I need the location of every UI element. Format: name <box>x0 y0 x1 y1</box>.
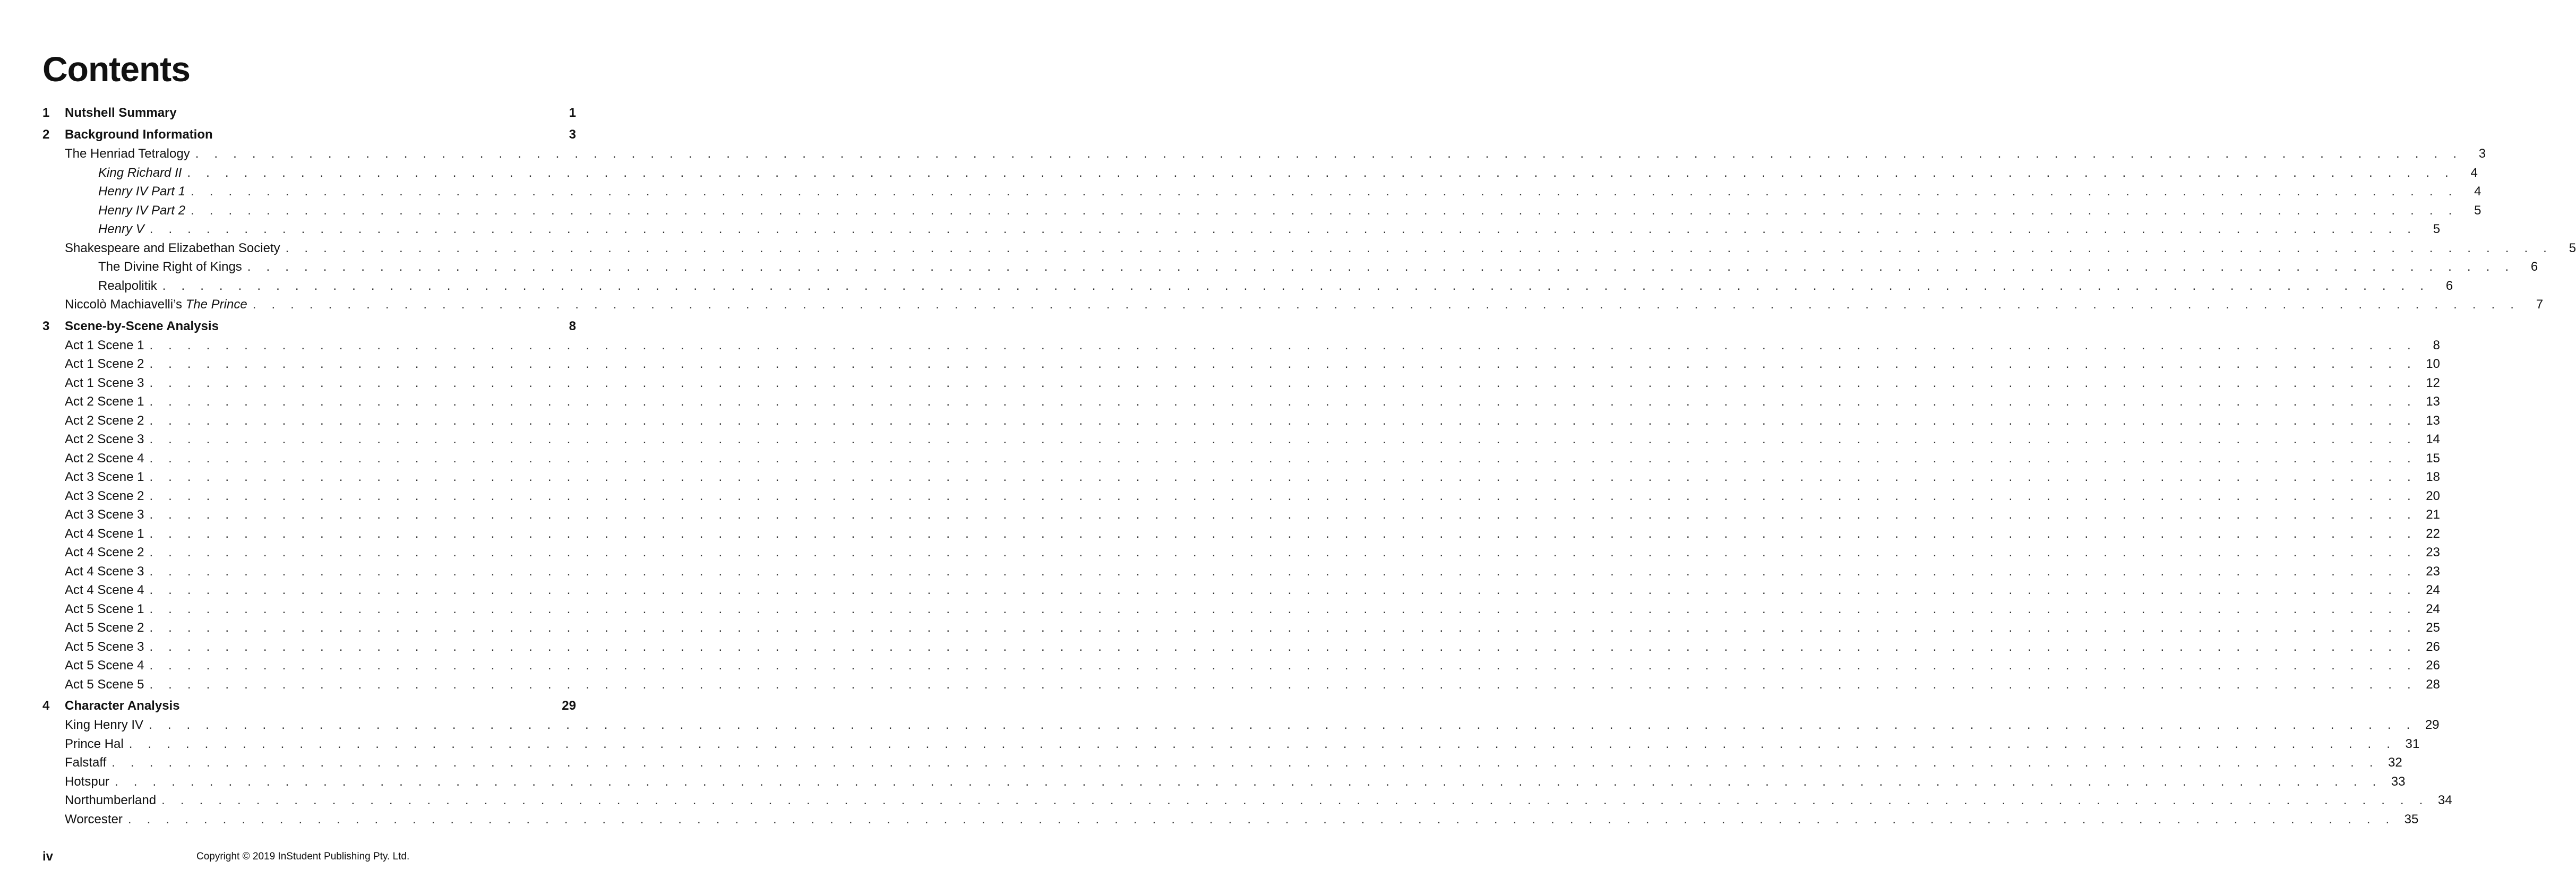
dot-leader: . . . . . . . . . . . . . . . . . . . . . . . . . . . . . . . . . . . . . . . . . . . . . . . . . . . . . . . . . . . . . . . . . . . . . . . . . . . . . . . . . . . . . . . . . . . . . . . . . . . . . . . . . . . . . . . . . . . . . . . . <box>162 278 2430 293</box>
toc-entry-label <box>42 505 144 524</box>
dot-leader: . . . . . . . . . . . . . . . . . . . . . . . . . . . . . . . . . . . . . . . . . . . . . . . . . . . . . . . . . . . . . . . . . . . . . . . . . . . . . . . . . . . . . . . . . . . . . . . . . . . . . . . . . . . . . . . . . . . . . . . . <box>149 601 2417 616</box>
dot-leader: . . . . . . . . . . . . . . . . . . . . . . . . . . . . . . . . . . . . . . . . . . . . . . . . . . . . . . . . . . . . . . . . . . . . . . . . . . . . . . . . . . . . . . . . . . . . . . . . . . . . . . . . . . . . . . . . . . . . . . . . <box>149 564 2417 579</box>
toc-entry <box>42 468 2440 487</box>
toc-entry-label <box>65 104 177 123</box>
toc-entry-label <box>42 638 144 657</box>
toc-entry-title: Prince Hal <box>65 736 124 751</box>
page-footer <box>42 849 576 865</box>
toc-entry-label <box>42 487 144 506</box>
toc-entry <box>42 163 2478 183</box>
toc-entry <box>42 600 2440 619</box>
toc-entry-title: Act 5 Scene 3 <box>65 639 144 654</box>
dot-leader: . . . . . . . . . . . . . . . . . . . . . . . . . . . . . . . . . . . . . . . . . . . . . . . . . . . . . . . . . . . . . . . . . . . . . . . . . . . . . . . . . . . . . . . . . . . . . . . . . . . . . . . . . . . . . . . . . . . . . . . . <box>149 470 2417 484</box>
toc-entry <box>42 220 2441 239</box>
toc-entry-title: Worcester <box>65 812 123 827</box>
toc-entry-label <box>42 735 124 754</box>
copyright-notice: Copyright © 2019 InStudent Publishing Pty. Ltd. <box>196 851 410 862</box>
toc-entry-title: Northumberland <box>65 793 157 807</box>
toc-entry <box>42 638 2440 657</box>
chapter-number: 1 <box>42 106 50 120</box>
page-number: 23 <box>2426 545 2440 559</box>
toc-entry <box>42 449 2440 468</box>
toc-entry <box>42 753 2402 772</box>
table-of-contents <box>42 104 2576 829</box>
toc-entry-title: Act 2 Scene 2 <box>65 413 144 428</box>
page-title: Contents <box>42 49 190 89</box>
dot-leader: . . . . . . . . . . . . . . . . . . . . . . . . . . . . . . . . . . . . . . . . . . . . . . . . . . . . . . . . . . . . . . . . . . . . . . . . . . . . . . . . . . . . . . . . . . . . . . . . . . . . . . . . . . . . . . . . . . . . . . . . <box>149 394 2417 409</box>
toc-entry-label <box>42 656 144 675</box>
page-number: 4 <box>2474 184 2481 199</box>
page-number: 12 <box>2426 375 2440 390</box>
toc-entry-label <box>42 144 190 163</box>
toc-entry <box>42 735 2420 754</box>
toc-entry-title: Act 3 Scene 1 <box>65 470 144 484</box>
toc-entry-title: Act 1 Scene 1 <box>65 338 144 352</box>
page-number: 13 <box>2426 394 2440 409</box>
toc-entry-label <box>42 295 247 314</box>
toc-entry-title: Act 2 Scene 1 <box>65 394 144 409</box>
dot-leader: . . . . . . . . . . . . . . . . . . . . . . . . . . . . . . . . . . . . . . . . . . . . . . . . . . . . . . . . . . . . . . . . . . . . . . . . . . . . . . . . . . . . . . . . . . . . . . . . . . . . . . . . . . . . . . . . . . . . . . . . <box>191 184 2458 199</box>
toc-entry <box>42 618 2440 638</box>
page-number: 33 <box>2391 774 2406 789</box>
toc-entry-title: Act 3 Scene 2 <box>65 488 144 503</box>
toc-entry <box>42 543 2440 562</box>
toc-entry-label <box>42 791 156 810</box>
page-number: 29 <box>562 699 576 713</box>
page-number: 10 <box>2426 357 2440 371</box>
toc-entry-label <box>65 696 180 716</box>
page-number: 25 <box>2426 621 2440 635</box>
page-folio: iv <box>42 849 54 864</box>
toc-entry <box>42 239 2576 258</box>
dot-leader: . . . . . . . . . . . . . . . . . . . . . . . . . . . . . . . . . . . . . . . . . . . . . . . . . . . . . . . . . . . . . . . . . . . . . . . . . . . . . . . . . . . . . . . . . . . . . . . . . . . . . . . . . . . . . . . . . . . . . . . . <box>128 736 2397 751</box>
toc-entry <box>42 355 2440 374</box>
toc-entry <box>42 505 2440 524</box>
toc-entry-label <box>42 772 109 791</box>
toc-entry-label <box>42 355 144 374</box>
toc-entry-title: Niccolò Machiavelli’s <box>65 297 186 312</box>
toc-entry <box>42 772 2406 791</box>
toc-entry <box>42 581 2440 600</box>
toc-entry-title: Act 1 Scene 3 <box>65 375 144 390</box>
toc-entry-label <box>42 163 182 183</box>
toc-entry <box>42 392 2440 411</box>
toc-entry-label <box>42 257 242 277</box>
toc-entry-title: King Richard II <box>98 165 182 180</box>
toc-chapter-entry <box>42 125 576 144</box>
toc-entry <box>42 257 2538 277</box>
dot-leader: . . . . . . . . . . . . . . . . . . . . . . . . . . . . . . . . . . . . . . . . . . . . . . . . . . . . . . . . . . . . . . . . . . . . . . . . . . . . . . . . . . . . . . . . . . . . . . . . . . . . . . . . . . . . . . . . . . . . . . . . <box>149 338 2417 352</box>
page-number: 3 <box>569 127 576 142</box>
toc-entry-title: Character Analysis <box>65 699 180 713</box>
toc-entry <box>42 430 2440 449</box>
toc-entry-label <box>42 562 144 581</box>
toc-entry <box>42 487 2440 506</box>
toc-entry <box>42 810 2419 829</box>
page-number: 15 <box>2426 451 2440 466</box>
page-number: 32 <box>2388 755 2402 770</box>
toc-entry-title: Henry IV Part 1 <box>98 184 186 199</box>
toc-entry-label <box>42 449 144 468</box>
dot-leader: . . . . . . . . . . . . . . . . . . . . . . . . . . . . . . . . . . . . . . . . . . . . . . . . . . . . . . . . . . . . . . . . . . . . . . . . . . . . . . . . . . . . . . . . . . . . . . . . . . . . . . . . . . . . . . . . . . . . . . . . <box>149 545 2417 559</box>
toc-entry-title: Act 5 Scene 5 <box>65 677 144 692</box>
chapter-number: 2 <box>42 127 50 142</box>
toc-entry-title: Act 3 Scene 3 <box>65 507 144 522</box>
dot-leader: . . . . . . . . . . . . . . . . . . . . . . . . . . . . . . . . . . . . . . . . . . . . . . . . . . . . . . . . . . . . . . . . . . . . . . . . . . . . . . . . . . . . . . . . . . . . . . . . . . . . . . . . . . . . . . . . . . . . . . . . <box>149 413 2417 428</box>
dot-leader: . . . . . . . . . . . . . . . . . . . . . . . . . . . . . . . . . . . . . . . . . . . . . . . . . . . . . . . . . . . . . . . . . . . . . . . . . . . . . . . . . . . . . . . . . . . . . . . . . . . . . . . . . . . . . . . . . . . . . . . . <box>247 260 2515 274</box>
toc-entry <box>42 144 2486 163</box>
toc-entry-label <box>42 618 144 638</box>
toc-entry-title: Act 5 Scene 1 <box>65 601 144 616</box>
toc-entry-title: Act 4 Scene 3 <box>65 564 144 579</box>
toc-entry-label <box>42 374 144 393</box>
page-number: 5 <box>2433 222 2441 236</box>
dot-leader: . . . . . . . . . . . . . . . . . . . . . . . . . . . . . . . . . . . . . . . . . . . . . . . . . . . . . . . . . . . . . . . . . . . . . . . . . . . . . . . . . . . . . . . . . . . . . . . . . . . . . . . . . . . . . . . . . . . . . . . . <box>149 621 2417 635</box>
toc-entry-label <box>42 753 106 772</box>
toc-entry-label <box>42 182 185 201</box>
page-number: 6 <box>2445 278 2453 293</box>
toc-entry <box>42 562 2440 581</box>
toc-entry-title: Act 2 Scene 3 <box>65 432 144 446</box>
dot-leader: . . . . . . . . . . . . . . . . . . . . . . . . . . . . . . . . . . . . . . . . . . . . . . . . . . . . . . . . . . . . . . . . . . . . . . . . . . . . . . . . . . . . . . . . . . . . . . . . . . . . . . . . . . . . . . . . . . . . . . . . <box>195 147 2463 161</box>
toc-entry-label <box>42 600 144 619</box>
page-number: 22 <box>2426 526 2440 541</box>
toc-entry-label <box>42 524 144 544</box>
toc-entry-title: Act 5 Scene 2 <box>65 621 144 635</box>
page-number: 4 <box>2470 165 2478 180</box>
toc-entry <box>42 791 2452 810</box>
toc-entry-title: Nutshell Summary <box>65 106 177 120</box>
toc-entry-title: Henry IV Part 2 <box>98 203 186 218</box>
dot-leader: . . . . . . . . . . . . . . . . . . . . . . . . . . . . . . . . . . . . . . . . . . . . . . . . . . . . . . . . . . . . . . . . . . . . . . . . . . . . . . . . . . . . . . . . . . . . . . . . . . . . . . . . . . . . . . . . . . . . . . . . <box>252 297 2520 312</box>
dot-leader: . . . . . . . . . . . . . . . . . . . . . . . . . . . . . . . . . . . . . . . . . . . . . . . . . . . . . . . . . . . . . . . . . . . . . . . . . . . . . . . . . . . . . . . . . . . . . . . . . . . . . . . . . . . . . . . . . . . . . . . . <box>187 165 2454 180</box>
dot-leader: . . . . . . . . . . . . . . . . . . . . . . . . . . . . . . . . . . . . . . . . . . . . . . . . . . . . . . . . . . . . . . . . . . . . . . . . . . . . . . . . . . . . . . . . . . . . . . . . . . . . . . . . . . . . . . . . . . . . . . . . <box>161 793 2429 807</box>
page-number: 7 <box>2536 297 2544 312</box>
toc-entry-title: Realpolitik <box>98 278 157 293</box>
toc-entry-label <box>42 392 144 411</box>
toc-entry-title: Shakespeare and Elizabethan Society <box>65 240 280 255</box>
page-number: 28 <box>2426 677 2440 692</box>
dot-leader: . . . . . . . . . . . . . . . . . . . . . . . . . . . . . . . . . . . . . . . . . . . . . . . . . . . . . . . . . . . . . . . . . . . . . . . . . . . . . . . . . . . . . . . . . . . . . . . . . . . . . . . . . . . . . . . . . . . . . . . . <box>149 677 2417 692</box>
toc-chapter-entry <box>42 696 576 716</box>
toc-entry <box>42 182 2481 201</box>
dot-leader: . . . . . . . . . . . . . . . . . . . . . . . . . . . . . . . . . . . . . . . . . . . . . . . . . . . . . . . . . . . . . . . . . . . . . . . . . . . . . . . . . . . . . . . . . . . . . . . . . . . . . . . . . . . . . . . . . . . . . . . . <box>149 639 2417 654</box>
page-number: 21 <box>2426 507 2440 522</box>
dot-leader: . . . . . . . . . . . . . . . . . . . . . . . . . . . . . . . . . . . . . . . . . . . . . . . . . . . . . . . . . . . . . . . . . . . . . . . . . . . . . . . . . . . . . . . . . . . . . . . . . . . . . . . . . . . . . . . . . . . . . . . . <box>149 658 2417 673</box>
toc-chapter-entry <box>42 317 576 336</box>
toc-entry-title: Scene-by-Scene Analysis <box>65 319 219 333</box>
dot-leader: . . . . . . . . . . . . . . . . . . . . . . . . . . . . . . . . . . . . . . . . . . . . . . . . . . . . . . . . . . . . . . . . . . . . . . . . . . . . . . . . . . . . . . . . . . . . . . . . . . . . . . . . . . . . . . . . . . . . . . . . <box>149 718 2416 732</box>
page-number: 23 <box>2426 564 2440 579</box>
page-number: 6 <box>2530 260 2538 274</box>
page-number: 8 <box>2433 338 2440 352</box>
dot-leader: . . . . . . . . . . . . . . . . . . . . . . . . . . . . . . . . . . . . . . . . . . . . . . . . . . . . . . . . . . . . . . . . . . . . . . . . . . . . . . . . . . . . . . . . . . . . . . . . . . . . . . . . . . . . . . . . . . . . . . . . <box>149 507 2417 522</box>
toc-entry-title: Act 5 Scene 4 <box>65 658 144 673</box>
toc-entry-title: King Henry IV <box>65 718 144 732</box>
toc-entry-label <box>65 317 219 336</box>
dot-leader: . . . . . . . . . . . . . . . . . . . . . . . . . . . . . . . . . . . . . . . . . . . . . . . . . . . . . . . . . . . . . . . . . . . . . . . . . . . . . . . . . . . . . . . . . . . . . . . . . . . . . . . . . . . . . . . . . . . . . . . . <box>127 812 2395 827</box>
dot-leader: . . . . . . . . . . . . . . . . . . . . . . . . . . . . . . . . . . . . . . . . . . . . . . . . . . . . . . . . . . . . . . . . . . . . . . . . . . . . . . . . . . . . . . . . . . . . . . . . . . . . . . . . . . . . . . . . . . . . . . . . <box>149 488 2417 503</box>
toc-entry-label <box>42 716 143 735</box>
page-number: 18 <box>2426 470 2440 484</box>
page-number: 26 <box>2426 639 2440 654</box>
toc-entry-title: The Divine Right of Kings <box>98 260 242 274</box>
dot-leader: . . . . . . . . . . . . . . . . . . . . . . . . . . . . . . . . . . . . . . . . . . . . . . . . . . . . . . . . . . . . . . . . . . . . . . . . . . . . . . . . . . . . . . . . . . . . . . . . . . . . . . . . . . . . . . . . . . . . . . . . <box>149 583 2417 597</box>
toc-entry-title: Act 4 Scene 1 <box>65 526 144 541</box>
page-number: 5 <box>2474 203 2481 218</box>
toc-entry-title: Hotspur <box>65 774 110 789</box>
page-number: 31 <box>2405 736 2420 751</box>
toc-entry-label <box>42 201 185 220</box>
chapter-number: 3 <box>42 319 50 333</box>
toc-entry-label <box>42 581 144 600</box>
dot-leader: . . . . . . . . . . . . . . . . . . . . . . . . . . . . . . . . . . . . . . . . . . . . . . . . . . . . . . . . . . . . . . . . . . . . . . . . . . . . . . . . . . . . . . . . . . . . . . . . . . . . . . . . . . . . . . . . . . . . . . . . <box>149 357 2417 371</box>
page-number: 29 <box>2425 718 2440 732</box>
toc-entry-label <box>42 430 144 449</box>
toc-entry <box>42 295 2544 314</box>
toc-entry-label <box>42 411 144 431</box>
toc-entry <box>42 201 2481 220</box>
toc-entry-label <box>42 810 123 829</box>
page-number: 24 <box>2426 583 2440 597</box>
toc-entry-title: Act 2 Scene 4 <box>65 451 144 466</box>
dot-leader: . . . . . . . . . . . . . . . . . . . . . . . . . . . . . . . . . . . . . . . . . . . . . . . . . . . . . . . . . . . . . . . . . . . . . . . . . . . . . . . . . . . . . . . . . . . . . . . . . . . . . . . . . . . . . . . . . . . . . . . . <box>191 203 2458 218</box>
page-number: 35 <box>2404 812 2419 827</box>
page-number: 20 <box>2426 488 2440 503</box>
toc-entry <box>42 675 2440 694</box>
toc-chapter-entry <box>42 104 576 123</box>
toc-entry <box>42 656 2440 675</box>
page-number: 5 <box>2569 240 2576 255</box>
toc-entry-title: Act 4 Scene 2 <box>65 545 144 559</box>
page-number: 14 <box>2426 432 2440 446</box>
page-number: 1 <box>569 106 576 120</box>
toc-entry-label <box>65 125 213 144</box>
dot-leader: . . . . . . . . . . . . . . . . . . . . . . . . . . . . . . . . . . . . . . . . . . . . . . . . . . . . . . . . . . . . . . . . . . . . . . . . . . . . . . . . . . . . . . . . . . . . . . . . . . . . . . . . . . . . . . . . . . . . . . . . <box>111 755 2379 770</box>
toc-entry-title: The Henriad Tetralogy <box>65 147 190 161</box>
toc-entry <box>42 524 2440 544</box>
toc-entry-label <box>42 675 144 694</box>
page-number: 34 <box>2437 793 2452 807</box>
toc-entry-title: Act 4 Scene 4 <box>65 583 144 597</box>
dot-leader: . . . . . . . . . . . . . . . . . . . . . . . . . . . . . . . . . . . . . . . . . . . . . . . . . . . . . . . . . . . . . . . . . . . . . . . . . . . . . . . . . . . . . . . . . . . . . . . . . . . . . . . . . . . . . . . . . . . . . . . . <box>149 451 2417 466</box>
toc-entry-label <box>42 543 144 562</box>
page-number: 24 <box>2426 601 2440 616</box>
toc-entry <box>42 716 2440 735</box>
chapter-number: 4 <box>42 699 50 713</box>
toc-entry-title: Falstaff <box>65 755 107 770</box>
dot-leader: . . . . . . . . . . . . . . . . . . . . . . . . . . . . . . . . . . . . . . . . . . . . . . . . . . . . . . . . . . . . . . . . . . . . . . . . . . . . . . . . . . . . . . . . . . . . . . . . . . . . . . . . . . . . . . . . . . . . . . . . <box>149 375 2417 390</box>
toc-entry-label <box>42 220 144 239</box>
toc-entry <box>42 374 2440 393</box>
toc-entry-label <box>42 277 157 296</box>
page-number: 8 <box>569 319 576 333</box>
toc-entry-title: Henry V <box>98 222 144 236</box>
toc-entry-title-italic: The Prince <box>185 297 247 312</box>
toc-entry-title: Act 1 Scene 2 <box>65 357 144 371</box>
toc-entry-label <box>42 239 280 258</box>
dot-leader: . . . . . . . . . . . . . . . . . . . . . . . . . . . . . . . . . . . . . . . . . . . . . . . . . . . . . . . . . . . . . . . . . . . . . . . . . . . . . . . . . . . . . . . . . . . . . . . . . . . . . . . . . . . . . . . . . . . . . . . . <box>285 240 2553 255</box>
dot-leader: . . . . . . . . . . . . . . . . . . . . . . . . . . . . . . . . . . . . . . . . . . . . . . . . . . . . . . . . . . . . . . . . . . . . . . . . . . . . . . . . . . . . . . . . . . . . . . . . . . . . . . . . . . . . . . . . . . . . . . . . <box>149 526 2417 541</box>
page-number: 3 <box>2478 147 2486 161</box>
dot-leader: . . . . . . . . . . . . . . . . . . . . . . . . . . . . . . . . . . . . . . . . . . . . . . . . . . . . . . . . . . . . . . . . . . . . . . . . . . . . . . . . . . . . . . . . . . . . . . . . . . . . . . . . . . . . . . . . . . . . . . . . <box>149 432 2417 446</box>
toc-entry <box>42 336 2440 355</box>
dot-leader: . . . . . . . . . . . . . . . . . . . . . . . . . . . . . . . . . . . . . . . . . . . . . . . . . . . . . . . . . . . . . . . . . . . . . . . . . . . . . . . . . . . . . . . . . . . . . . . . . . . . . . . . . . . . . . . . . . . . . . . . <box>149 222 2417 236</box>
toc-entry <box>42 411 2440 431</box>
toc-entry <box>42 277 2453 296</box>
toc-entry-label <box>42 468 144 487</box>
dot-leader: . . . . . . . . . . . . . . . . . . . . . . . . . . . . . . . . . . . . . . . . . . . . . . . . . . . . . . . . . . . . . . . . . . . . . . . . . . . . . . . . . . . . . . . . . . . . . . . . . . . . . . . . . . . . . . . . . . . . . . . . <box>115 774 2382 789</box>
toc-entry-title: Background Information <box>65 127 213 142</box>
page-number: 13 <box>2426 413 2440 428</box>
toc-entry-label <box>42 336 144 355</box>
page-number: 26 <box>2426 658 2440 673</box>
